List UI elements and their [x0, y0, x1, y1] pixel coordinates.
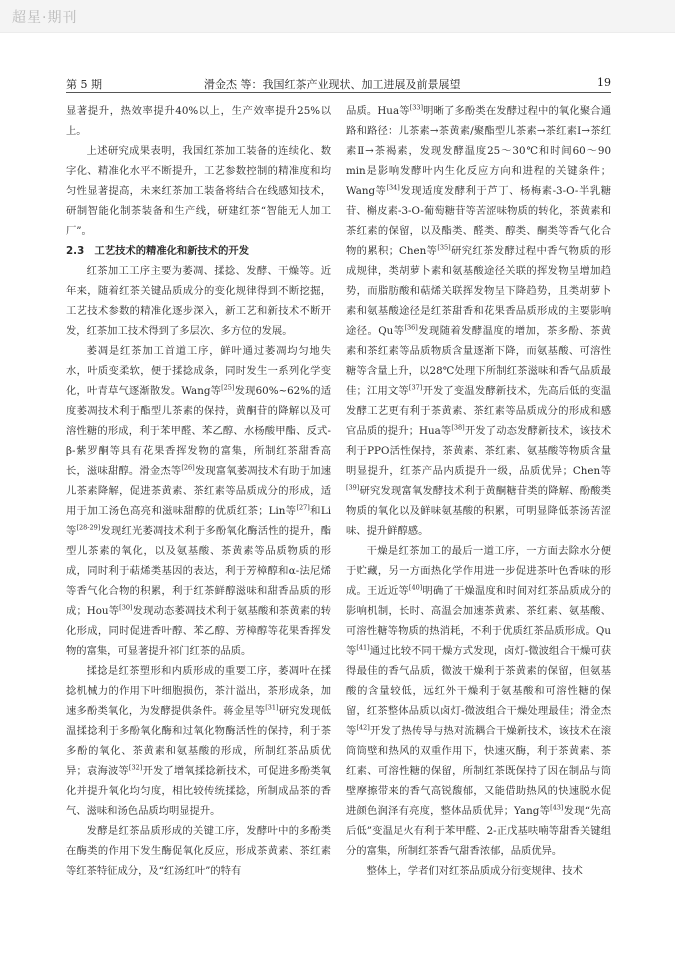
paragraph: 干燥是红茶加工的最后一道工序，一方面去除水分便于贮藏，另一方面热化学作用进一步促进茶叶色香味的形成。王近近等[40]明确了干燥温度和时间对红茶品质成分的影响机制，长时、高温会加速茶黄素、茶红素、氨基酸、可溶性糖等物质的热消耗，不利于优质红茶品质形成。Qu等[41]通过比较不同干燥方式发现，卤灯-微波组合干燥可获得最佳的香气品质，微波干燥利于茶黄素的保留，但氨基酸的含量较低，远红外干燥利于氨基酸和可溶性糖的保留，红茶整体品质以卤灯-微波组合干燥处理最佳；滑金杰等[42]开发了热传导与热对流耦合干燥新技术，该技术在滚筒筒壁和热风的双重作用下，快速灭酶，利于茶黄素、茶红素、可溶性糖的保留，所制红茶既保持了因在制品与筒壁摩擦带来的香气高锐馥郁，又能借助热风的快速脱水促进颜色润泽有亮度，整体品质优异；Yang等[43]发现“先高后低”变温足火有利于苯甲醛、2-正戊基呋喃等甜香关键组分的富集，所制红茶香气甜香浓郁，品质优异。	[346, 545, 612, 857]
citation: [42]	[356, 723, 370, 732]
paragraph: 品质。Hua等[33]明晰了多酚类在发酵过程中的氧化聚合通路和路径：儿茶素→茶黄素/聚酯型儿茶素→茶红素Ⅰ→茶红素Ⅱ→茶褐素，发现发酵温度25～30℃和时间60～90 min是影响发酵叶内生化反应方向和进程的关键条件；Wang等[34]发现适度发酵利于芦丁、杨梅素-3-O-半乳糖苷、槲皮素-3-O-葡萄糖苷等苦涩味物质的转化，茶黄素和茶红素的保留，以及酯类、醛类、醇类、酮类等香气化合物的累积；Chen等[35]研究红茶发酵过程中香气物质的形成规律，类胡萝卜素和氨基酸途径关联的挥发物呈增加趋势，而脂肪酸和萜烯关联挥发物呈下降趋势，且类胡萝卜素和氨基酸途径是红茶甜香和花果香品质形成的主要影响途径。Qu等[36]发现随着发酵温度的增加，茶多酚、茶黄素和茶红素等品质物质含量逐渐下降，而氨基酸、可溶性糖等含量上升，以28℃处理下所制红茶滋味和香气品质最佳；江用文等[37]开发了变温发酵新技术，先高后低的变温发酵工艺更有利于茶黄素、茶红素等品质成分的形成和感官品质的提升；Hua等[38]开发了动态发酵新技术，该技术利于PPO活性保持，茶黄素、茶红素、氨基酸等物质含量明显提升，红茶产品内质提升一级，品质优异；Chen等[39]研究发现富氧发酵技术利于黄酮糖苷类的降解、酚酸类物质的氧化以及鲜味氨基酸的积累，可明显降低茶汤苦涩味、提升鲜醇感。	[346, 103, 612, 537]
citation: [26]	[181, 463, 195, 472]
citation: [28-29]	[76, 523, 101, 532]
reader-top-bar	[0, 0, 675, 33]
citation: [40]	[408, 583, 423, 592]
citation: [25]	[221, 383, 235, 392]
paragraph: 萎凋是红茶加工首道工序，鲜叶通过萎凋均匀地失水，叶质变柔软，便于揉捻成条，同时发生一系列化学变化，叶青草气逐渐散发。Wang等[25]发现60%~62%的适度萎凋技术利于酯型儿茶素的保持，黄酮苷的降解以及可溶性糖的形成，利于苯甲醛、苯乙醇、水杨酸甲酯、反式-β-紫罗酮等具有花果香挥发物的富集，所制红茶甜香高长，滋味甜醇。滑金杰等[26]发现富氧萎凋技术有助于加速儿茶素降解，促进茶黄素、茶红素等品质成分的形成，适用于加工汤色高亮和滋味甜醇的优质红茶；Lin等[27]和Li等[28-29]发现红光萎凋技术利于多酚氧化酶活性的提升，酯型儿茶素的氧化，以及氨基酸、茶黄素等品质物质的形成，同时利于萜烯类基因的表达，利于芳樟醇和α-法尼烯等香气化合物的积累，利于红茶鲜醇滋味和甜香品质的形成；Hou等[30]发现动态萎凋技术利于氨基酸和茶黄素的转化形成，同时促进香叶醇、苯乙醇、芳樟醇等花果香挥发物的富集，可显著提升祁门红茶的品质。	[66, 345, 332, 657]
citation: [32]	[128, 763, 143, 772]
citation: [34]	[386, 183, 400, 192]
paragraph: 揉捻是红茶塑形和内质形成的重要工序，萎凋叶在揉捻机械力的作用下叶细胞损伤，茶汁溢出，茶形成条，加速多酚类氧化，为发酵提供条件。蒋金星等[31]研究发现低温揉捻利于多酚氧化酶和过氧化物酶活性的保持，利于茶多酚的氧化、茶黄素和氨基酸的形成，所制红茶品质优异；袁海波等[32]开发了增氧揉捻新技术，可促进多酚类氧化并提升氧化均匀度，相比较传统揉捻，所制成品茶的香气、滋味和汤色品质均明显提升。	[66, 665, 332, 817]
page-number: 19	[597, 76, 611, 89]
citation: [37]	[408, 383, 423, 392]
citation: [41]	[356, 643, 370, 652]
issue-number: 第 5 期	[66, 78, 102, 91]
citation: [35]	[437, 243, 451, 252]
brand-watermark: 超星·期刊	[12, 10, 78, 26]
citation: [43]	[550, 803, 564, 812]
paragraph: 整体上，学者们对红茶品质成分衍变规律、技术	[366, 865, 583, 877]
paragraph: 发酵是红茶品质形成的关键工序，发酵叶中的多酚类在酶类的作用下发生酶促氧化反应，形成茶黄素、茶红素等红茶特征成分，及“红汤红叶”的特有	[66, 825, 331, 877]
citation: [36]	[404, 323, 418, 332]
paragraph: 红茶加工工序主要为萎凋、揉捻、发酵、干燥等。近年来，随着红茶关键品质成分的变化规律得到不断挖掘，工艺技术参数的精准化逐步深入，新工艺和新技术不断开发，红茶加工技术得到了多层次、多方位的发展。	[66, 265, 331, 337]
citation: [30]	[119, 603, 133, 612]
paragraph: 上述研究成果表明，我国红茶加工装备的连续化、数字化、精准化水平不断提升，工艺参数控制的精准度和均匀性显著提高，未来红茶加工装备将结合在线感知技术，研制智能化制茶装备和生产线，研建红茶“智能无人加工厂”。	[66, 145, 331, 237]
citation: [38]	[451, 423, 465, 432]
section-heading: 2.3 工艺技术的精准化和新技术的开发	[66, 245, 249, 257]
paragraph: 显著提升，热效率提升40%以上，生产效率提升25%以上。	[66, 105, 331, 137]
running-title: 滑金杰 等：我国红茶产业现状、加工进展及前景展望	[204, 78, 461, 91]
left-column	[66, 101, 331, 881]
citation: [33]	[409, 103, 424, 112]
citation: [27]	[296, 503, 310, 512]
citation: [39]	[346, 483, 360, 492]
right-column	[346, 101, 611, 881]
citation: [31]	[265, 703, 279, 712]
page-header	[66, 76, 611, 93]
